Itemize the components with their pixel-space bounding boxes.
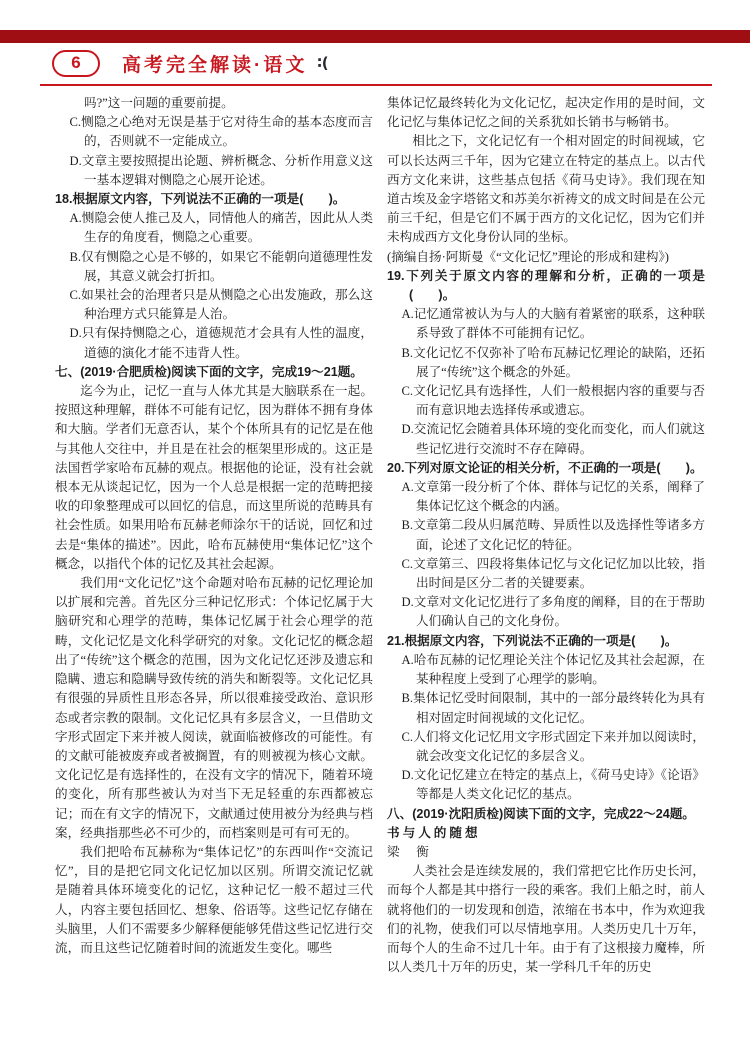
item-label: C. (401, 384, 414, 399)
item-label: 七、 (55, 364, 81, 379)
option-item: D.只有保持恻隐之心，道德规范才会具有人性的温度，道德的演化才能不违背人性。 (69, 326, 373, 360)
item-label: C. (401, 556, 414, 571)
item-label: 20. (387, 460, 405, 475)
item-label: A. (69, 211, 82, 226)
question-stem: 19.下列关于原文内容的理解和分析，正确的一项是( )。 (387, 268, 705, 303)
right-column (387, 94, 705, 1019)
item-label: D. (401, 595, 414, 610)
item-label: 19. (387, 268, 405, 283)
page-number-badge (52, 50, 100, 77)
option-item: A.哈布瓦赫的记忆理论关注个体记忆及其社会起源，在某种程度上受到了心理学的影响。 (401, 652, 705, 687)
passage-paragraph: 我们把哈布瓦赫称为“集体记忆”的东西叫作“交流记忆”，目的是把它同文化记忆加以区别。所谓交流记忆就是随着具体环境变化的记忆，这种记忆一般不超过三代人，内容主要包括回忆、想象、俗语等。这些记忆存储在头脑里，人们不需要多少解释便能够凭借这些记忆进行交流，而且这些记忆随着时间的流逝发生变化。哪些 (55, 844, 373, 955)
item-label: A. (401, 307, 414, 322)
item-label: D. (69, 153, 82, 168)
source-attribution: (摘编自扬·阿斯曼《“文化记忆”理论的形成和建构》) (387, 249, 669, 264)
item-label: D. (401, 768, 414, 783)
item-label: B. (401, 691, 414, 706)
option-item: B.文章第二段从归属范畴、异质性以及选择性等诸多方面，论述了文化记忆的特征。 (401, 518, 705, 552)
item-label: C. (401, 729, 414, 744)
passage-title: 书与人的随想 (387, 825, 481, 840)
option-item: A.文章第一段分析了个体、群体与记忆的关系，阐释了集体记忆这个概念的内涵。 (401, 480, 705, 514)
page-header (52, 48, 710, 78)
left-column (55, 94, 373, 1019)
item-label: A. (401, 480, 414, 495)
item-label: 18. (55, 192, 73, 207)
header-divider (40, 84, 712, 86)
option-item: D.文章主要按照提出论题、辨析概念、分析作用意义这一基本逻辑对恻隐之心展开论述。 (69, 153, 373, 187)
option-item: C.文化记忆具有选择性，人们一般根据内容的重要与否而有意识地去选择传承或遗忘。 (401, 384, 705, 418)
passage-author: 梁 衡 (387, 844, 431, 859)
option-item: B.仅有恻隐之心是不够的，如果它不能朝向道德理性发展，其意义就会打折扣。 (69, 249, 373, 283)
item-label: A. (401, 652, 414, 667)
option-item: A.恻隐会使人推己及人，同情他人的痛苦，因此从人类生存的角度看，恻隐之心重要。 (69, 211, 373, 245)
page-top-band (0, 30, 750, 43)
option-item: D.交流记忆会随着具体环境的变化而变化，而人们就这些记忆进行交流时不存在障碍。 (401, 422, 705, 456)
option-item: C.人们将文化记忆用文字形式固定下来并加以阅读时，就会改变文化记忆的多层含义。 (401, 729, 705, 763)
question-stem: 20.下列对原文论证的相关分析，不正确的一项是( )。 (387, 460, 703, 475)
item-label: D. (401, 422, 414, 437)
item-label: 八、 (387, 806, 413, 821)
passage-paragraph-continued: 集体记忆最终转化为文化记忆，起决定作用的是时间，文化记忆与集体记忆之间的关系犹如长销书与畅销书。 (387, 96, 705, 130)
item-label: C. (69, 288, 82, 303)
passage-paragraph: 我们用“文化记忆”这个命题对哈布瓦赫的记忆理论加以扩展和完善。首先区分三种记忆形式：个体记忆属于大脑研究和心理学的范畴，集体记忆属于社会心理学的范畴，文化记忆是文化科学研究的对象。文化记忆的概念超出了“传统”这个概念的范围，因为文化记忆还涉及遗忘和隐瞒、遗忘和隐瞒导致传统的消失和断裂等。文化记忆具有很强的异质性且形态各异，所以很难接受政治、意识形态或者宗教的限制。文化记忆具有多层含义，一旦借助文字形式固定下来并被人阅读，就面临被修改的可能性。有的文献可能被废弃或者被搁置，有的则被视为核心文献。文化记忆是有选择性的，在没有文字的情况下，随着环境的变化，所有那些被认为对当下无足轻重的东西都被忘记；而在有文字的情况下，文献通过使用被分为经典与档案，经典指那些必不可少的，而档案则是可有可无的。 (55, 576, 373, 840)
question-stem: 21.根据原文内容，下列说法不正确的一项是( )。 (387, 633, 678, 648)
passage-paragraph: 迄今为止，记忆一直与人体尤其是大脑联系在一起。按照这种理解，群体不可能有记忆，因为群体不拥有身体和大脑。学者们无意否认，某个个体所具有的记忆是在他与其他人交往中，并且是在社会的框架里形成的。这正是法国哲学家哈布瓦赫的观点。根据他的论证，没有社会就根本无从谈起记忆，因为一个人总是根据一定的范畴把接收的印象整理成可以回忆的信息，而这里所说的范畴具有社会性质。如果用哈布瓦赫老师涂尔干的话说，回忆和过去是“集体的描述”。因此，哈布瓦赫使用“集体记忆”这个概念，以指代个体的记忆及其社会起源。 (55, 384, 373, 571)
item-label: D. (69, 326, 82, 341)
option-item-continued: 吗?”这一问题的重要前提。 (83, 96, 234, 110)
option-item: B.集体记忆受时间限制，其中的一部分最终转化为具有相对固定时间视域的文化记忆。 (401, 691, 705, 725)
option-item: D.文化记忆建立在特定的基点上，《荷马史诗》《论语》等都是人类文化记忆的基点。 (401, 768, 705, 802)
page-number: 6 (71, 53, 81, 72)
option-item: A.记忆通常被认为与人的大脑有着紧密的联系，这种联系导致了群体不可能拥有记忆。 (401, 307, 705, 341)
section-heading: 七、(2019·合肥质检)阅读下面的文字，完成19～21题。 (55, 364, 363, 379)
item-label: B. (401, 345, 414, 360)
section-heading: 八、(2019·沈阳质检)阅读下面的文字，完成22～24题。 (387, 806, 695, 821)
passage-paragraph: 相比之下，文化记忆有一个相对固定的时间视域，它可以长达两三千年，因为它建立在特定的基点上。以古代西方文化来讲，这些基点包括《荷马史诗》。我们现在知道古埃及金字塔铭文和苏美尔祈祷文的成文时间是在公元前三千纪，但是它们不属于西方的文化记忆，因为它们并未构成西方文化身份认同的坐标。 (387, 134, 705, 245)
passage-paragraph: 人类社会是连续发展的，我们常把它比作历史长河，而每个人都是其中搭行一段的乘客。我们上船之时，前人就将他们的一切发现和创造，浓缩在书本中，作为欢迎我们的礼物，使我们可以尽情地享用。人类历史几十万年，而每个人的生命不过几十年。由于有了这根接力魔棒，所以人类几十万年的历史，某一学科几千年的历史 (387, 864, 705, 975)
item-label: C. (69, 115, 82, 130)
option-item: C.如果社会的治理者只是从恻隐之心出发施政，那么这种治理方式只能算是人治。 (69, 288, 373, 322)
header-decoration-icon: ∶( (317, 54, 329, 72)
option-item: D.文章对文化记忆进行了多角度的阐释，目的在于帮助人们确认自己的文化身份。 (401, 595, 705, 629)
option-item: B.文化记忆不仅弥补了哈布瓦赫记忆理论的缺陷，还拓展了“传统”这个概念的外延。 (401, 345, 705, 379)
question-stem: 18.根据原文内容，下列说法不正确的一项是( )。 (55, 192, 346, 207)
page-content (55, 94, 705, 1019)
item-label: B. (69, 249, 82, 264)
option-item: C.恻隐之心绝对无误是基于它对待生命的基本态度而言的，否则就不一定能成立。 (69, 115, 373, 149)
item-label: 21. (387, 633, 405, 648)
book-title: 高考完全解读·语文 (122, 54, 308, 76)
item-label: B. (401, 518, 414, 533)
option-item: C.文章第三、四段将集体记忆与文化记忆加以比较，指出时间是区分二者的关键要素。 (401, 556, 705, 591)
